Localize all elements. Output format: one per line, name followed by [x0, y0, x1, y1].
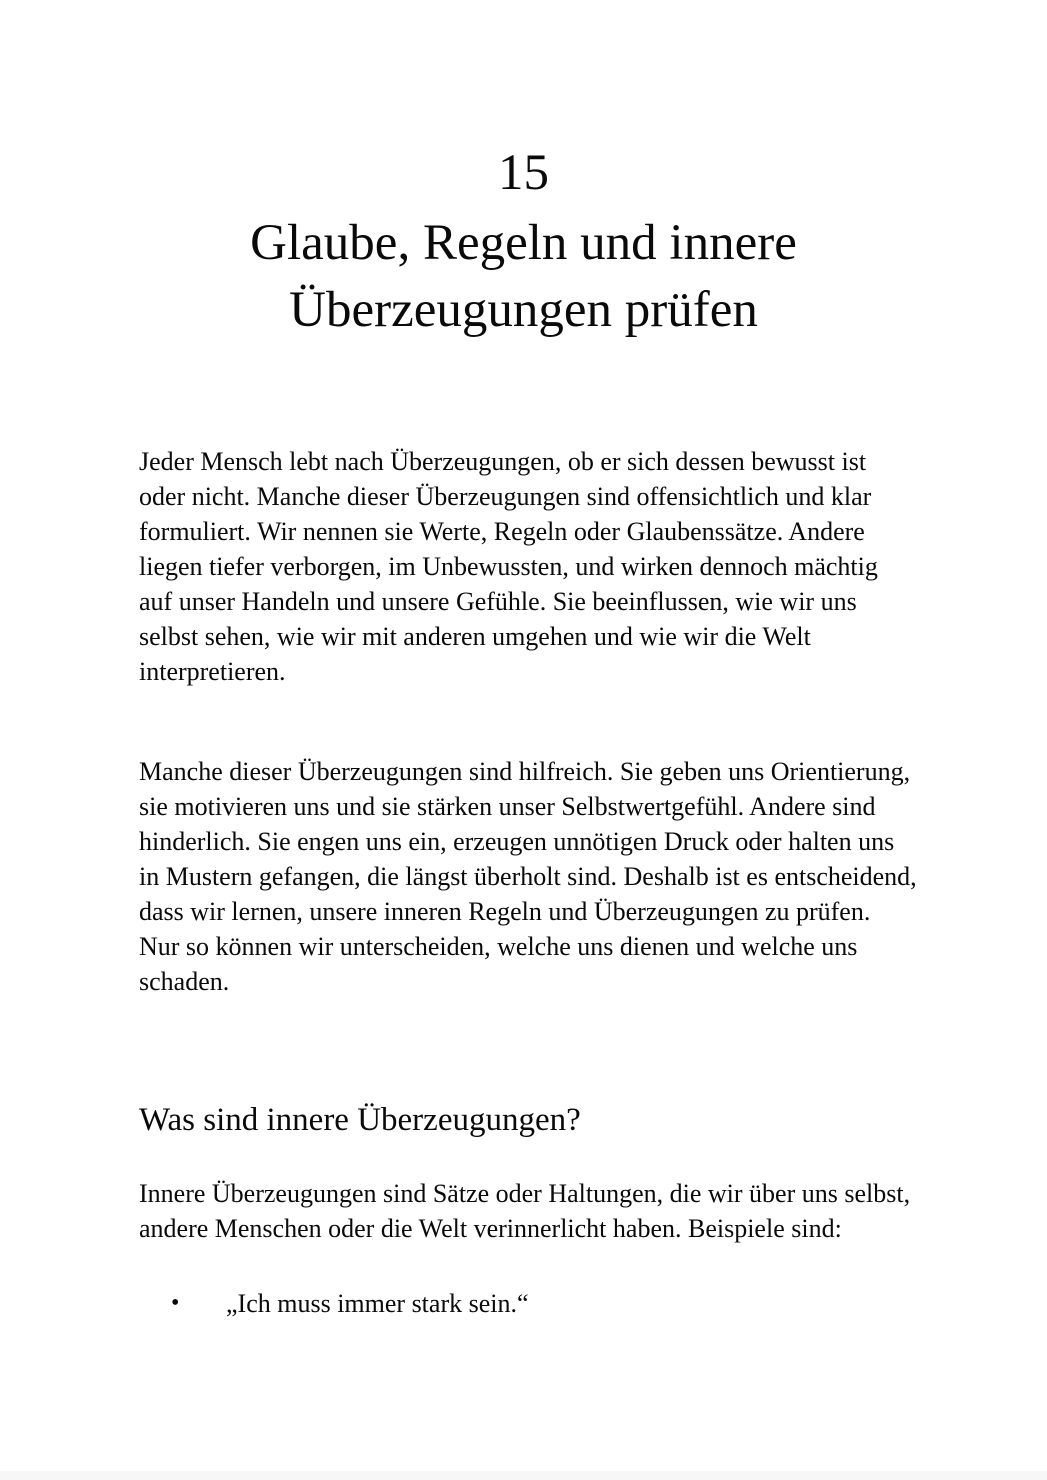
paragraph-definition-examples: Innere Überzeugungen sind Sätze oder Haltungen, die wir über uns selbst, andere Menschen oder die Welt verinnerlicht haben. Beispiele sind: [139, 1179, 911, 1243]
section-heading-what-are-inner-beliefs: Was sind innere Überzeugungen? [139, 1102, 581, 1139]
chapter-head [0, 140, 1047, 344]
list-item-text: „Ich muss immer stark sein.“ [226, 1289, 529, 1318]
paragraph-helpful-vs-hindering: Manche dieser Überzeugungen sind hilfreich. Sie geben uns Orientierung, sie motivieren uns und sie stärken unser Selbstwertgefühl. Andere sind hinderlich. Sie engen uns ein, erzeugen unnötigen Druck oder halten uns in Mustern gefangen, die längst überholt sind. Deshalb ist es entscheidend, dass wir lernen, unsere inneren Regeln und Überzeugungen zu prüfen. Nur so können wir unterscheiden, welche uns dienen und welche uns schaden. [139, 757, 917, 996]
bullet-icon: • [171, 1290, 180, 1316]
list-item [139, 1286, 917, 1321]
chapter-number: 15 [498, 145, 549, 201]
examples-bullet-list [139, 1286, 917, 1321]
page-bottom-edge [0, 1471, 1047, 1480]
paragraph-intro-beliefs: Jeder Mensch lebt nach Überzeugungen, ob er sich dessen bewusst ist oder nicht. Manche dieser Überzeugungen sind offensichtlich und klar formuliert. Wir nennen sie Werte, Regeln oder Glaubenssätze. Andere liegen tiefer verborgen, im Unbewussten, und wirken dennoch mächtig auf unser Handeln und unsere Gefühle. Sie beeinflussen, wie wir uns selbst sehen, wie wir mit anderen umgehen und wie wir die Welt interpretieren. [139, 447, 878, 686]
chapter-title: Glaube, Regeln und innere Überzeugungen prüfen [250, 215, 797, 338]
